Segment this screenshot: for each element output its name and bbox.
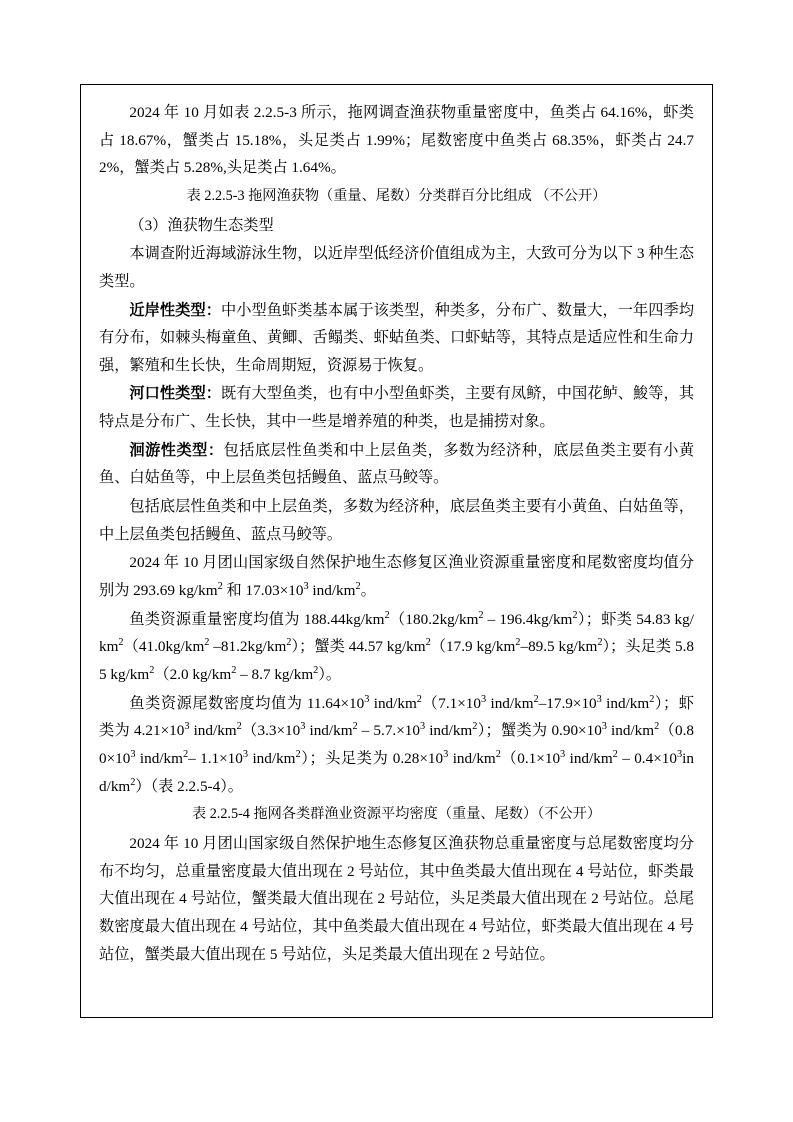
nearshore-type-body: 中小型鱼虾类基本属于该类型，种类多，分布广、数量大，一年四季均有分布，如棘头梅童鱼、黄鲫、舌鳎类、虾蛄鱼类、口虾蛄等，其特点是适应性和生命力强，繁殖和生长快，生命周期短，资源易于恢复。 [99,301,695,374]
migratory-type-label: 洄游性类型： [129,441,224,459]
paragraph-weight-density-by-group: 鱼类资源重量密度均值为 $188.44kg/km^2(180.2kg/km^2 - 196.4kg/km^2)$；虾类 54.83 $kg/km^2(41.0kg/km^2$ $-81.2kg/km^2$）；蟹类 44.57 $kg/km^2(17.9$ $kg/km^2-89.5$ $kg/km^2$）；头足类 5.85 $kg/km^2(2.0$ $kg/km^2 - 8.7$ $kg/km^2$）。 [99,609,694,684]
paragraph-nearshore-type [99,297,694,380]
paragraph-number-density-by-group: 鱼类资源尾数密度均值为 $11.64\times 10^3$ ind/$km^2(7.1\times 10^3$ ind/$km^2-17.9\times 10^3$ ind/$km^2$）；虾类为 $4.21\times 10^3$ ind/$km^2(3.3\times 10^3$ ind/$km^2 - 5.7.\times 10^3$ ind/$km^2$）；蟹类为 $0.90\times 10^3$ ind/$km^2(0.80\times 10^3$ ind/$km^2-$ $1.1\times 10^3$ ind/$km^2$）；头足类为 $0.28\times 10^3$ ind/$km^2(0.1\times 10^3$ ind/$km^2 - 0.4\times 10^3ind/km^2$）（表 2.2.5-4）。 [99,693,694,795]
heading-resource-density: 包括底层性鱼类和中上层鱼类，多数为经济种，底层鱼类主要有小黄鱼、白姑鱼等，中上层鱼类包括鳗鱼、蓝点马鲛等。 [99,498,694,543]
paragraph-migratory-type [99,437,694,492]
estuarine-type-label: 河口性类型： [129,385,221,403]
table-caption-2-2-5-4: 表 2.2.5-4 拖网各类群渔业资源平均密度（重量、尾数）（不公开） [191,806,602,823]
paragraph-ecotype-intro: 本调查附近海域游泳生物，以近岸型低经济价值组成为主，大致可分为以下 3 种生态类型。 [99,245,694,290]
paragraph-trawl-weight-density: 2024 年 10 月如表 2.2.5-3 所示，拖网调查渔获物重量密度中，鱼类占 64.16%，虾类占 18.67%，蟹类占 15.18%，头足类占 1.99%；尾数密度中鱼类占 68.35%，虾类占 24.72%，蟹类占 5.28%,头足类占 1.64%。 [99,104,694,177]
paragraph-mean-density: 2024 年 10 月团山国家级自然保护地生态修复区渔业资源重量密度和尾数密度均值分别为 293.69 $kg/km^2$ 和 $17.03\times 10^3$ ind/$km^2$。 [99,554,694,600]
paragraph-spatial-distribution: 2024 年 10 月团山国家级自然保护地生态修复区渔获物总重量密度与总尾数密度均分布不均匀，总重量密度最大值出现在 2 号站位，其中鱼类最大值出现在 4 号站位，虾类最大值出现在 4 号站位，蟹类最大值出现在 2 号站位，头足类最大值出现在 2 号站位。总尾数密度最大值出现在 4 号站位，其中鱼类最大值出现在 4 号站位，虾类最大值出现在 4 号站位，蟹类最大值出现在 5 号站位，头足类最大值出现在 2 号站位。 [99,834,694,963]
table-caption-2-2-5-3: 表 2.2.5-3 拖网渔获物（重量、尾数）分类群百分比组成 （不公开） [186,187,607,204]
migratory-type-body: 包括底层性鱼类和中上层鱼类，多数为经济种，底层鱼类主要有小黄鱼、白姑鱼等，中上层鱼类包括鳗鱼、蓝点马鲛等。 [99,441,695,487]
heading-catch-ecotype: （3）渔获物生态类型 [129,216,274,234]
nearshore-type-label: 近岸性类型： [129,301,221,319]
estuarine-type-body: 既有大型鱼类，也有中小型鱼虾类，主要有凤鲚，中国花鲈、鮻等，其特点是分布广、生长快，其中一些是增养殖的种类，也是捕捞对象。 [99,385,695,431]
document-text-frame [80,84,713,1018]
paragraph-estuarine-type [99,380,694,435]
